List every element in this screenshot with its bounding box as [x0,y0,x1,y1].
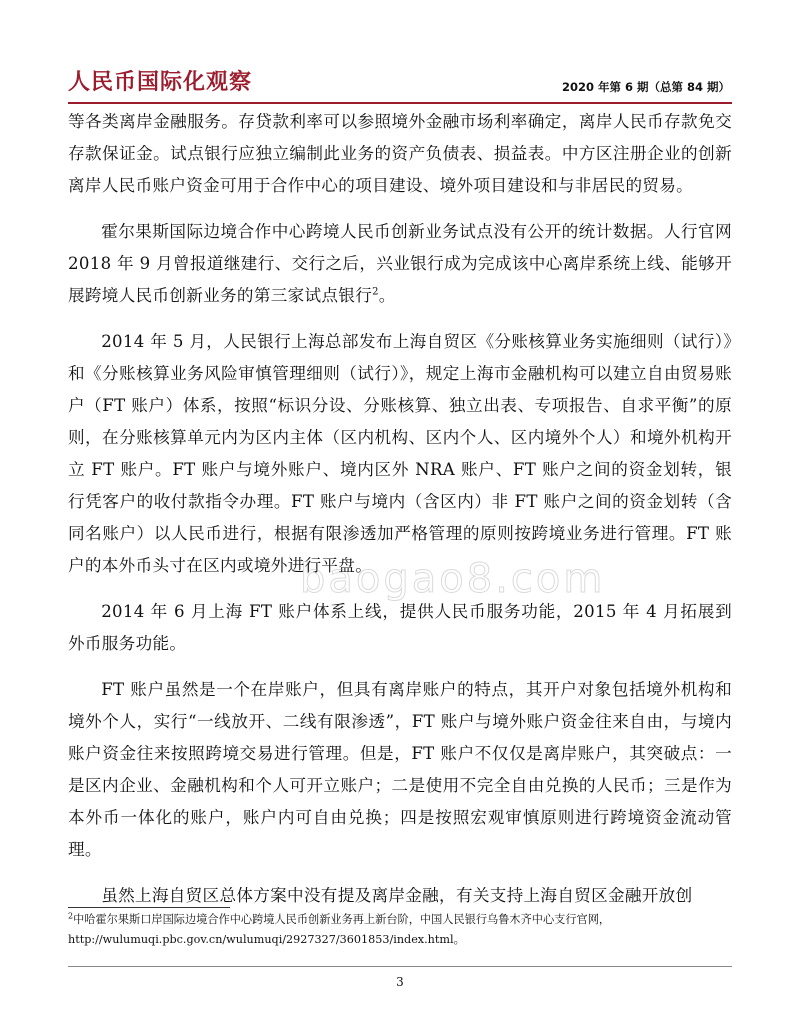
footnote-reference[interactable]: 2 [372,286,379,298]
body-text [68,106,732,926]
issue-number: 2020 年第 6 期（总第 84 期） [561,80,730,94]
paragraph-ft-account-rules: 2014 年 5 月，人民银行上海总部发布上海自贸区《分账核算业务实施细则（试行）》和《分账核算业务风险审慎管理细则（试行）》，规定上海市金融机构可以建立自由贸易账户（FT 账户）体系，按照“标识分设、分账核算、独立出表、专项报告、自求平衡”的原则，在分账核算单元内为区内主体（区内机构、区内个人、区内境外个人）和境外机构开立 FT 账户。FT 账户与境外账户、境内区外 NRA 账户、FT 账户之间的资金划转，银行凭客户的收付款指令办理。FT 账户与境内（含区内）非 FT 账户之间的资金划转（含同名账户）以人民币进行，根据有限渗透加严格管理的原则按跨境业务进行管理。FT 账户的本外币头寸在区内或境外进行平盘。 [68,332,732,575]
page-number: 3 [396,975,404,989]
paragraph-ft-launch: 2014 年 6 月上海 FT 账户体系上线，提供人民币服务功能，2015 年 4 月拓展到外币服务功能。 [68,602,732,653]
watermark: baogao8.com [300,556,606,602]
page-header [68,68,732,102]
paragraph-end-punct: 。 [378,286,396,305]
paragraph-horgos [68,216,732,312]
footnote-text: 中哈霍尔果斯口岸国际边境合作中心跨境人民币创新业务再上新台阶，中国人民银行乌鲁木齐中心支行官网，http://wulumuqi.pbc.gov.cn/wulumuqi/2927327/3601853/index.html。 [68,913,611,946]
footnote-marker: 2 [68,911,74,921]
footnote-divider [68,907,230,908]
header-divider [68,102,732,104]
paragraph-continuation: 等各类离岸金融服务。存贷款利率可以参照境外金融市场利率确定，离岸人民币存款免交存款保证金。试点银行应独立编制此业务的资产负债表、损益表。中方区注册企业的创新离岸人民币账户资金可用于合作中心的项目建设、境外项目建设和与非居民的贸易。 [68,112,732,195]
paragraph-shanghai-ftz: 虽然上海自贸区总体方案中没有提及离岸金融，有关支持上海自贸区金融开放创 [101,886,693,905]
paragraph-ft-features: FT 账户虽然是一个在岸账户，但具有离岸账户的特点，其开户对象包括境外机构和境外个人，实行“一线放开、二线有限渗透”，FT 账户与境外账户资金往来自由，与境内账户资金往来按照跨境交易进行管理。但是，FT 账户不仅仅是离岸账户，其突破点：一是区内企业、金融机构和个人可开立账户；二是使用不完全自由兑换的人民币；三是作为本外币一体化的账户，账户内可自由兑换；四是按照宏观审慎原则进行跨境资金流动管理。 [68,680,732,859]
footer-divider [68,966,732,967]
paragraph-text: 霍尔果斯国际边境合作中心跨境人民币创新业务试点没有公开的统计数据。人行官网 2018 年 9 月曾报道继建行、交行之后，兴业银行成为完成该中心离岸系统上线、能够开展跨境人民币创新业务的第三家试点银行 [68,222,732,305]
publication-title: 人民币国际化观察 [68,70,253,95]
footnote [68,910,732,950]
